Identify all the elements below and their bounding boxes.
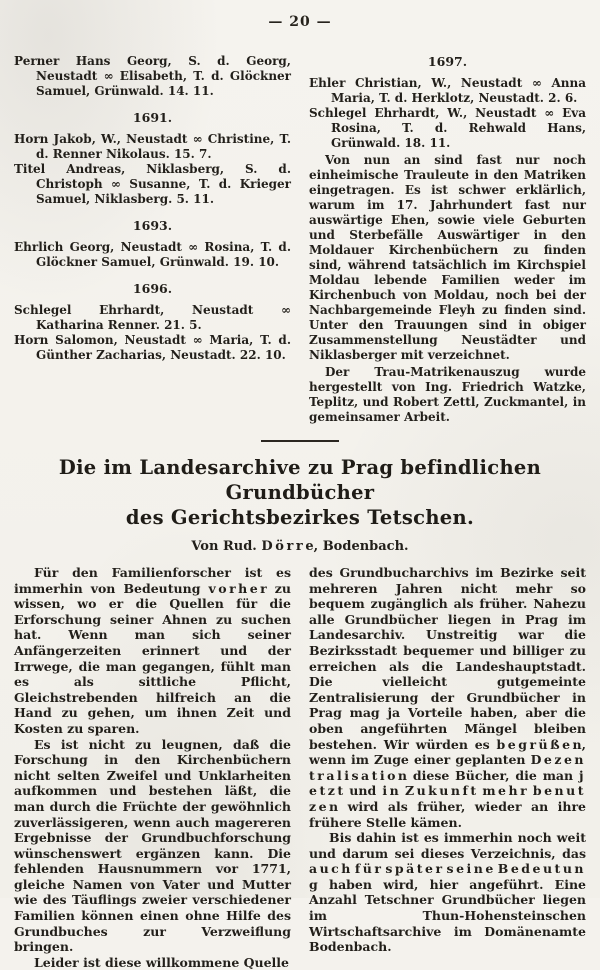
year-heading: 1697. <box>427 54 468 69</box>
year-heading: 1693. <box>132 218 173 233</box>
article-byline: Von Rud. D ö r r e, Bodenbach. <box>191 539 409 554</box>
register-entry: Titel Andreas, Niklasberg, S. d. Christoph ∞ Susanne, T. d. Krieger Samuel, Niklasberg. 5. 11. <box>14 162 291 206</box>
article-paragraph: Leider ist diese willkommene Quelle <box>34 954 289 970</box>
register-entry: Horn Salomon, Neustadt ∞ Maria, T. d. Günther Zacharias, Neustadt. 22. 10. <box>14 333 291 362</box>
register-column-left <box>14 54 291 425</box>
article-column-left <box>14 565 291 970</box>
article-title-line2: des Gerichtsbezirkes Tetschen. <box>125 506 475 529</box>
article-title <box>14 455 586 530</box>
register-note-paragraph: Von nun an sind fast nur noch einheimische Trauleute in den Matriken eingetragen. Es ist schwer erklärlich, warum im 17. Jahrhundert fast nur auswärtige Ehen, sowie viele Geburten und Sterbefälle Auswärtiger in den Moldauer Kirchenbüchern zu finden sind, während tatsächlich im Kirchspiel Moldau lebende Familien weder im Kirchenbuch von Moldau, noch bei der Nachbargemeinde Fleyh zu finden sind. Unter den Trauungen sind in obiger Zusammenstellung Neustädter und Niklasberger mit verzeichnet. <box>309 153 586 362</box>
page-number: — 20 — <box>268 14 332 30</box>
register-entry: Perner Hans Georg, S. d. Georg, Neustadt ∞ Elisabeth, T. d. Glöckner Samuel, Grünwald. 14. 11. <box>14 54 291 98</box>
article-paragraph: Für den Familienforscher ist es immerhin von Bedeutung v o r h e r zu wissen, wo er die Quellen für die Erforschung seiner Ahnen zu suchen hat. Wenn man sich seiner Anfängerzeiten erinnert und der Irrwege, die man gegangen, fühlt man es als sittliche Pflicht, Gleichstrebenden hilfreich an die Hand zu gehen, um ihnen Zeit und Kosten zu sparen. <box>14 565 291 736</box>
article-paragraph-continuation: des Grundbucharchivs im Bezirke seit mehreren Jahren nicht mehr so bequem zugänglich als früher. Nahezu alle Grundbücher liegen in Prag im Landesarchiv. Unstreitig war die Bezirksstadt bequemer und billiger zu erreichen als die Landeshauptstadt. Die vielleicht gutgemeinte Zentralisierung der Grundbücher in Prag mag ja Vorteile haben, aber die oben angeführten Mängel bleiben bestehen. Wir würden es b e g r ü ß e n, wenn im Zuge einer geplanten D e z e n t r a l i s a t i o n diese Bücher, die man j e t z t und i n Z u k u n f t m e h r b e n u t z e n wird als früher, wieder an ihre frühere Stelle kämen. <box>309 565 586 830</box>
register-section <box>0 54 600 425</box>
register-entry: Ehrlich Georg, Neustadt ∞ Rosina, T. d. Glöckner Samuel, Grünwald. 19. 10. <box>14 240 291 269</box>
article-paragraph: Es ist nicht zu leugnen, daß die Forschung in den Kirchenbüchern nicht selten Zweifel und Unklarheiten aufkommen und bestehen läßt, die man durch die Früchte der gewöhnlich zuverlässigeren, wenn auch magereren Ergebnisse der Grundbuchforschung wünschenswert ergänzen kann. Die fehlenden Hausnummern vor 1771, gleiche Namen von Vater und Mutter wie des Täuflings zweier verschiedener Familien können einen ohne Hilfe des Grundbuches zur Verzweiflung bringen. <box>14 736 291 955</box>
article-body <box>0 565 600 970</box>
article-title-line1: Die im Landesarchive zu Prag befindlichen Grundbücher <box>58 456 542 504</box>
article-paragraph: Bis dahin ist es immerhin noch weit und darum sei dieses Verzeichnis, das a u c h f ü r s p ä t e r s e i n e B e d e u t u n g haben wird, hier angeführt. Eine Anzahl Tetschner Grundbücher liegen im Thun-Hohensteinschen Wirtschaftsarchive im Domänenamte Bodenbach. <box>309 830 586 955</box>
register-entry: Horn Jakob, W., Neustadt ∞ Christine, T. d. Renner Nikolaus. 15. 7. <box>14 132 291 161</box>
register-credit-paragraph: Der Trau-Matrikenauszug wurde hergestellt von Ing. Friedrich Watzke, Teplitz, und Robert Zettl, Zuckmantel, in gemeinsamer Arbeit. <box>309 365 586 424</box>
section-divider <box>261 440 339 442</box>
article-column-right <box>309 565 586 970</box>
year-heading: 1696. <box>132 281 173 296</box>
year-heading: 1691. <box>132 110 173 125</box>
register-column-right <box>309 54 586 425</box>
register-entry: Ehler Christian, W., Neustadt ∞ Anna Maria, T. d. Herklotz, Neustadt. 2. 6. <box>309 76 586 105</box>
register-entry: Schlegel Ehrhardt, Neustadt ∞ Katharina Renner. 21. 5. <box>14 303 291 332</box>
register-entry: Schlegel Ehrhardt, W., Neustadt ∞ Eva Rosina, T. d. Rehwald Hans, Grünwald. 18. 11. <box>309 106 586 150</box>
